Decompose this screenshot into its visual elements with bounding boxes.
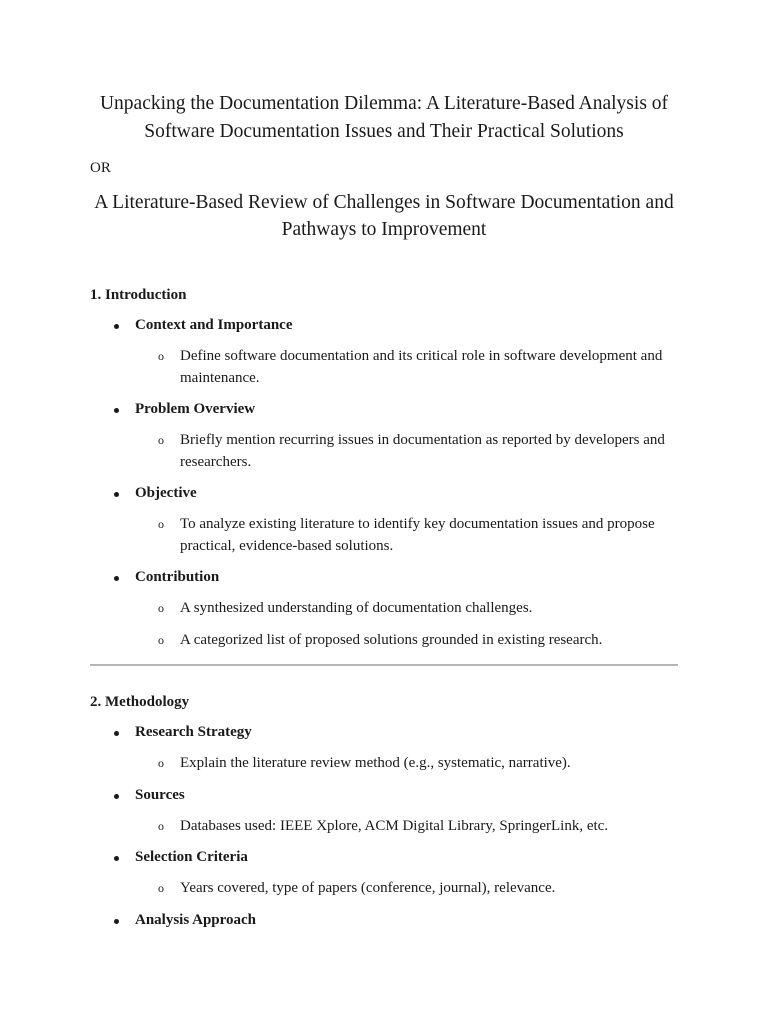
sub-list-item bbox=[135, 878, 678, 900]
sub-list-item bbox=[135, 816, 678, 838]
bullet-icon bbox=[114, 919, 119, 924]
list-item bbox=[90, 722, 678, 775]
alternative-title: A Literature-Based Review of Challenges in Software Documentation and Pathways to Improvement bbox=[94, 192, 674, 240]
bullet-label: Objective bbox=[135, 485, 197, 501]
sub-item-text: Databases used: IEEE Xplore, ACM Digital Library, SpringerLink, etc. bbox=[180, 817, 609, 834]
circle-bullet-icon: o bbox=[158, 818, 164, 833]
bullet-label: Problem Overview bbox=[135, 401, 256, 417]
section-methodology bbox=[90, 692, 678, 931]
sub-list bbox=[135, 430, 678, 473]
bullet-icon bbox=[114, 731, 119, 736]
sub-item-text: A synthesized understanding of documentation challenges. bbox=[180, 600, 533, 616]
section-heading: 2. Methodology bbox=[90, 694, 190, 710]
bullet-icon bbox=[114, 324, 119, 329]
list-item bbox=[90, 399, 678, 473]
sub-list-item bbox=[135, 598, 678, 620]
circle-bullet-icon: o bbox=[158, 433, 164, 447]
bullet-label: Selection Criteria bbox=[135, 849, 248, 865]
bullet-icon bbox=[114, 856, 119, 861]
sub-list-item bbox=[135, 514, 678, 557]
sub-item-text: A categorized list of proposed solutions grounded in existing research. bbox=[180, 631, 603, 648]
sub-list bbox=[135, 816, 678, 838]
bullet-label: Analysis Approach bbox=[135, 911, 257, 928]
sub-list bbox=[135, 514, 678, 557]
sub-list bbox=[135, 598, 678, 651]
sub-item-text: Define software documentation and its critical role in software development and maintenance. bbox=[180, 348, 663, 386]
circle-bullet-icon: o bbox=[158, 756, 164, 770]
section-heading: 1. Introduction bbox=[90, 287, 187, 303]
list-item bbox=[90, 910, 678, 931]
bullet-icon bbox=[114, 492, 119, 497]
list-item bbox=[90, 483, 678, 557]
bullet-list bbox=[90, 722, 678, 931]
list-item bbox=[90, 847, 678, 900]
circle-bullet-icon: o bbox=[158, 349, 164, 363]
bullet-label: Sources bbox=[135, 786, 185, 803]
bullet-icon bbox=[114, 408, 119, 413]
sub-list bbox=[135, 346, 678, 389]
document-title: Unpacking the Documentation Dilemma: A Literature-Based Analysis of Software Documentation Issues and Their Practical Solutions bbox=[99, 93, 669, 142]
circle-bullet-icon: o bbox=[158, 881, 164, 895]
horizontal-divider bbox=[90, 664, 678, 666]
sub-list-item bbox=[135, 630, 678, 652]
sub-list-item bbox=[135, 753, 678, 775]
list-item bbox=[90, 785, 678, 838]
circle-bullet-icon: o bbox=[158, 601, 164, 615]
document-page bbox=[90, 90, 678, 931]
sub-item-text: Briefly mention recurring issues in documentation as reported by developers and researchers. bbox=[180, 432, 665, 470]
bullet-icon bbox=[114, 794, 119, 799]
list-item bbox=[90, 567, 678, 651]
circle-bullet-icon: o bbox=[158, 632, 164, 647]
sub-list bbox=[135, 878, 678, 900]
circle-bullet-icon: o bbox=[158, 517, 164, 531]
bullet-label: Contribution bbox=[135, 569, 220, 585]
bullet-icon bbox=[114, 576, 119, 581]
or-separator-text: OR bbox=[90, 160, 111, 176]
bullet-list bbox=[90, 315, 678, 651]
section-introduction bbox=[90, 285, 678, 651]
sub-item-text: Years covered, type of papers (conference, journal), relevance. bbox=[180, 880, 556, 896]
sub-item-text: To analyze existing literature to identify key documentation issues and propose practical, evidence-based solutions. bbox=[180, 516, 655, 554]
sub-list-item bbox=[135, 430, 678, 473]
sub-item-text: Explain the literature review method (e.g., systematic, narrative). bbox=[180, 755, 571, 771]
list-item bbox=[90, 315, 678, 389]
sub-list bbox=[135, 753, 678, 775]
sub-list-item bbox=[135, 346, 678, 389]
bullet-label: Research Strategy bbox=[135, 724, 252, 740]
bullet-label: Context and Importance bbox=[135, 317, 293, 333]
